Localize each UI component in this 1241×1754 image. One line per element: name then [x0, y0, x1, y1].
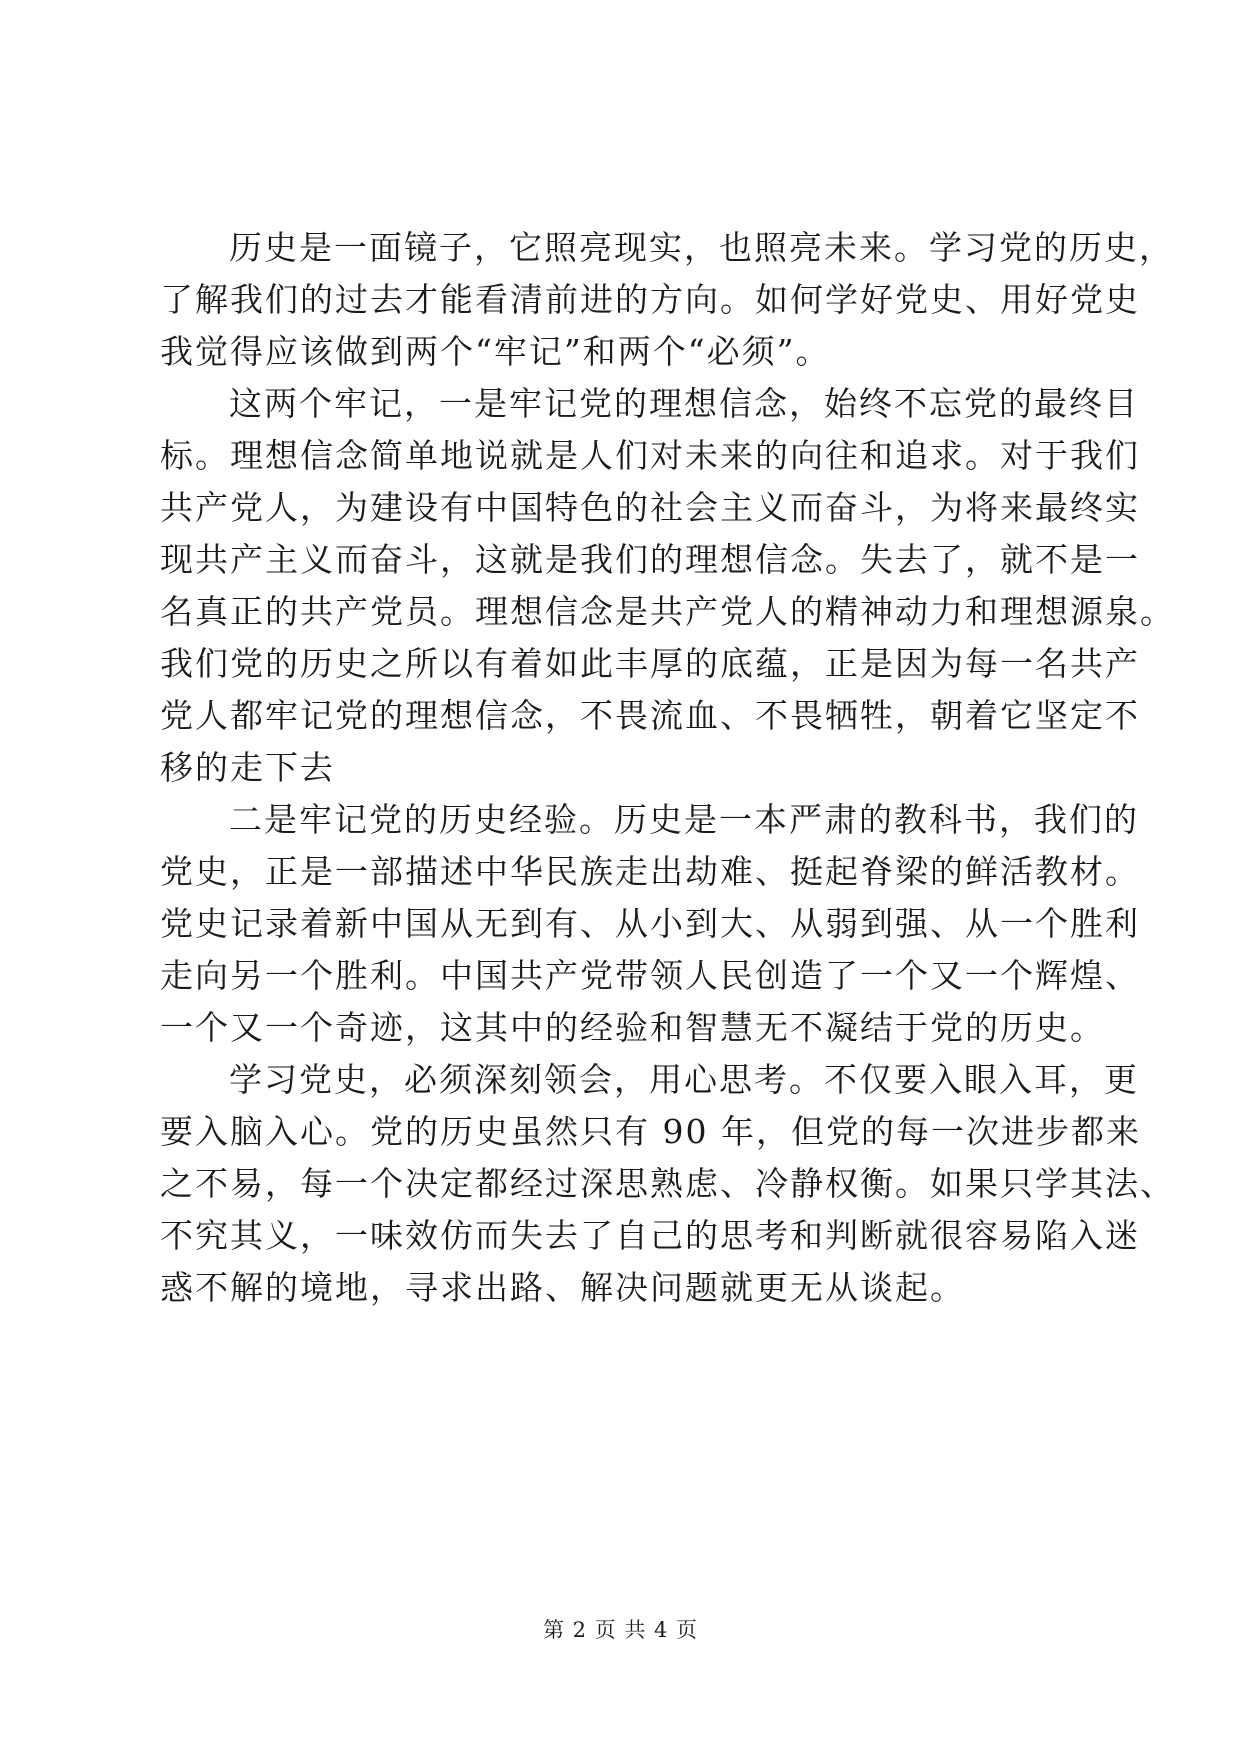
text-line: 移的走下去 [160, 748, 335, 787]
text-line: 不究其义，一味效仿而失去了自己的思考和判断就很容易陷入迷 [160, 1216, 1140, 1255]
text-line: 了解我们的过去才能看清前进的方向。如何学好党史、用好党史 [160, 280, 1140, 319]
text-line: 惑不解的境地，寻求出路、解决问题就更无从谈起。 [160, 1268, 965, 1307]
text-line: 一个又一个奇迹，这其中的经验和智慧无不凝结于党的历史。 [160, 1008, 1105, 1047]
text-line: 要入脑入心。党的历史虽然只有 90 年，但党的每一次进步都来 [160, 1112, 1141, 1151]
page-number-footer: 第 2 页 共 4 页 [542, 1618, 699, 1642]
text-line: 党人都牢记党的理想信念，不畏流血、不畏牺牲，朝着它坚定不 [160, 696, 1140, 735]
document-body [160, 222, 1175, 1314]
paragraph-second-remember [160, 794, 1140, 1054]
text-line: 学习党史，必须深刻领会，用心思考。不仅要入眼入耳，更 [229, 1060, 1139, 1099]
text-line: 标。理想信念简单地说就是人们对未来的向往和追求。对于我们 [160, 436, 1140, 475]
text-line: 之不易，每一个决定都经过深思熟虑、冷静权衡。如果只学其法、 [160, 1164, 1175, 1203]
text-line: 我们党的历史之所以有着如此丰厚的底蕴，正是因为每一名共产 [160, 644, 1140, 683]
text-line: 我觉得应该做到两个“牢记”和两个“必须”。 [160, 332, 831, 371]
text-line: 现共产主义而奋斗，这就是我们的理想信念。失去了，就不是一 [160, 540, 1140, 579]
text-line: 名真正的共产党员。理想信念是共产党人的精神动力和理想源泉。 [160, 592, 1175, 631]
text-line: 共产党人，为建设有中国特色的社会主义而奋斗，为将来最终实 [160, 488, 1140, 527]
text-line: 历史是一面镜子，它照亮现实，也照亮未来。学习党的历史， [229, 228, 1174, 267]
paragraph-study-history [160, 1054, 1175, 1314]
text-line: 二是牢记党的历史经验。历史是一本严肃的教科书，我们的 [229, 800, 1139, 839]
paragraph-intro [160, 222, 1174, 378]
text-line: 党史，正是一部描述中华民族走出劫难、挺起脊梁的鲜活教材。 [160, 852, 1140, 891]
paragraph-first-remember [160, 378, 1175, 794]
text-line: 走向另一个胜利。中国共产党带领人民创造了一个又一个辉煌、 [160, 956, 1140, 995]
text-line: 这两个牢记，一是牢记党的理想信念，始终不忘党的最终目 [229, 384, 1139, 423]
text-line: 党史记录着新中国从无到有、从小到大、从弱到强、从一个胜利 [160, 904, 1140, 943]
